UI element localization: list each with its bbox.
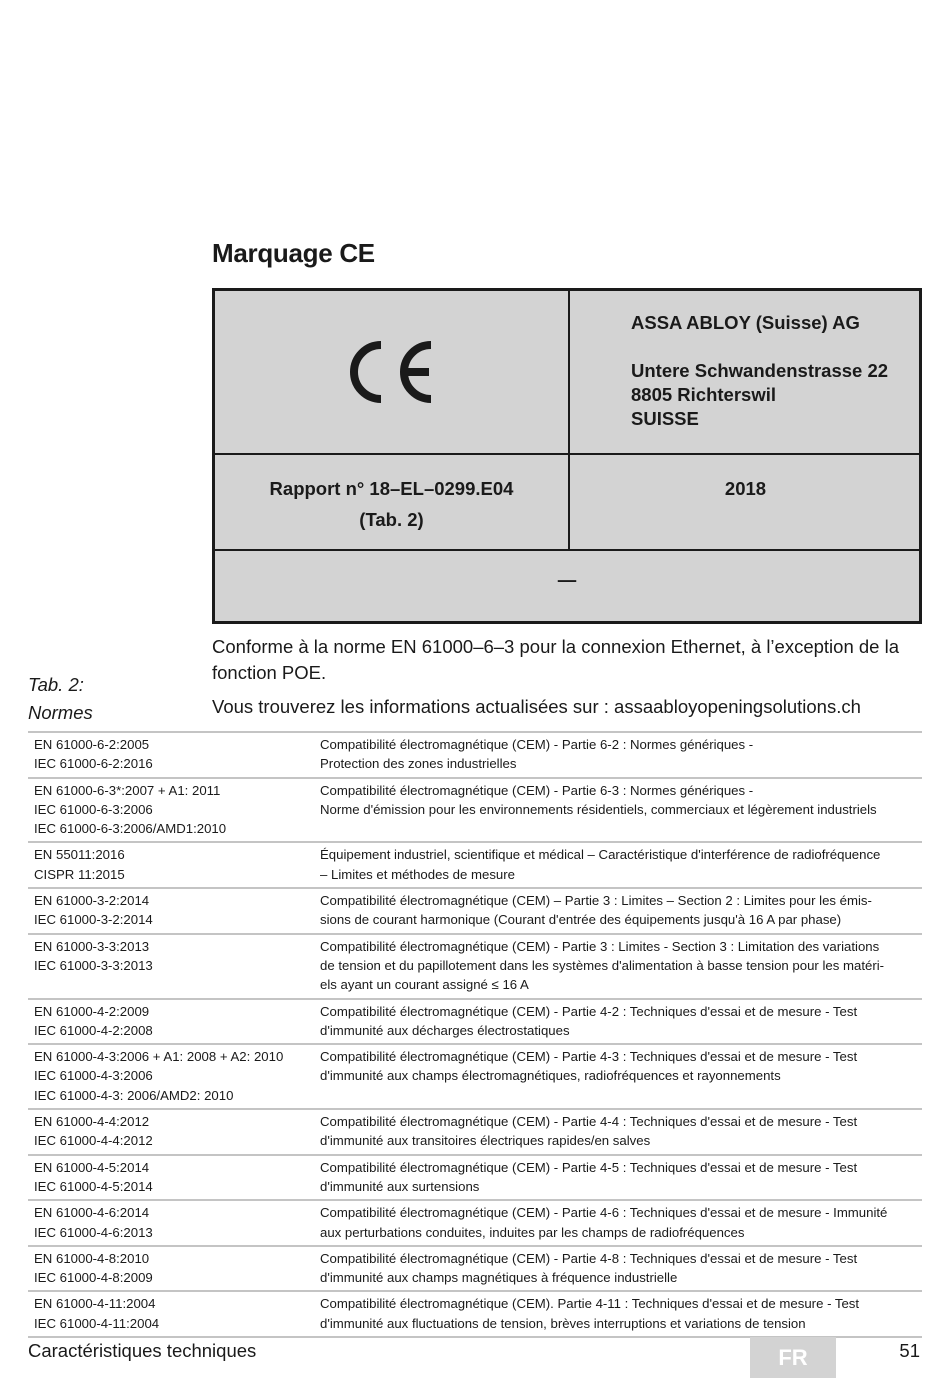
table-row [28,1044,922,1109]
language-badge: FR [750,1337,836,1378]
description-line: – Limites et méthodes de mesure [320,866,515,882]
description-line: Compatibilité électromagnétique (CEM) - Partie 4-5 : Techniques d'essai et de mesure - Test [320,1159,858,1175]
standard-code: IEC 61000-4-2:2008 [34,1022,153,1038]
standard-code: IEC 61000-6-3:2006 [34,801,153,817]
table-caption [28,671,93,727]
standard-cell [28,732,320,778]
description-cell [320,1200,922,1246]
description-line: els ayant un courant assigné ≤ 16 A [320,977,529,993]
standard-cell [28,999,320,1045]
description-line: d'immunité aux champs magnétiques à fréquence industrielle [320,1270,678,1286]
standard-code: EN 61000-3-3:2013 [34,938,150,954]
standard-code: EN 61000-4-6:2014 [34,1205,150,1221]
standard-code: IEC 61000-4-3:2006 [34,1068,153,1084]
description-line: d'immunité aux décharges électrostatiques [320,1022,570,1038]
description-cell [320,778,922,843]
country: SUISSE [631,408,699,429]
description-cell [320,934,922,999]
standard-code: EN 61000-6-3*:2007 + A1: 2011 [34,782,221,798]
report-number: Rapport n° 18–EL–0299.E04 [269,478,514,499]
description-cell [320,732,922,778]
description-line: Compatibilité électromagnétique (CEM) - Partie 4-3 : Techniques d'essai et de mesure - Test [320,1049,858,1065]
table-row [28,732,922,778]
description-line: Compatibilité électromagnétique (CEM). Partie 4-11 : Techniques d'essai et de mesure - Test [320,1296,860,1312]
table-row [28,999,922,1045]
description-line: Norme d'émission pour les environnements résidentiels, commerciaux et légèrement industriels [320,801,877,817]
table-row [28,934,922,999]
info-note: Vous trouverez les informations actualisées sur : assaabloyopeningsolutions.ch [212,696,861,717]
table-row [28,1200,922,1246]
standard-code: EN 55011:2016 [34,847,125,863]
footer-section-title: Caractéristiques techniques [28,1340,257,1361]
report-cell [215,473,568,535]
description-line: d'immunité aux champs électromagnétiques, radiofréquences et rayonnements [320,1068,781,1084]
description-cell [320,1044,922,1109]
table-row [28,1109,922,1155]
page-number: 51 [899,1340,920,1361]
standard-code: IEC 61000-4-4:2012 [34,1133,153,1149]
standard-code: EN 61000-4-8:2010 [34,1250,150,1266]
standard-cell [28,1044,320,1109]
ce-mark-icon [345,339,439,405]
standard-code: IEC 61000-4-11:2004 [34,1315,160,1331]
standard-code: IEC 61000-3-2:2014 [34,912,153,928]
standard-code: IEC 61000-4-5:2014 [34,1178,153,1194]
description-line: Compatibilité électromagnétique (CEM) - Partie 4-4 : Techniques d'essai et de mesure - Test [320,1114,858,1130]
description-line: d'immunité aux surtensions [320,1178,480,1194]
standard-code: EN 61000-6-2:2005 [34,737,150,752]
description-line: d'immunité aux fluctuations de tension, brèves interruptions et variations de tension [320,1315,806,1331]
description-line: de tension et du papillotement dans les systèmes d'alimentation à basse tension pour les matéri- [320,957,885,973]
page-title: Marquage CE [212,238,375,268]
description-line: Compatibilité électromagnétique (CEM) - Partie 6-3 : Normes génériques - [320,782,754,798]
standard-code: EN 61000-4-4:2012 [34,1114,150,1130]
standard-code: IEC 61000-4-8:2009 [34,1270,153,1286]
standard-code: EN 61000-4-2:2009 [34,1003,150,1019]
description-line: d'immunité aux transitoires électriques rapides/en salves [320,1133,651,1149]
description-cell [320,999,922,1045]
description-cell [320,888,922,934]
table-row [28,842,922,888]
table-name: Normes [28,702,93,723]
ce-box-row-divider [215,453,919,455]
standard-cell [28,1155,320,1201]
standard-code: EN 61000-4-5:2014 [34,1159,150,1175]
description-line: Compatibilité électromagnétique (CEM) – Partie 3 : Limites – Section 2 : Limites pour les émis- [320,893,872,909]
norms-table [28,731,922,1338]
standard-code: EN 61000-4-11:2004 [34,1296,156,1312]
manufacturer-address [631,311,911,431]
standard-cell [28,888,320,934]
description-cell [320,1246,922,1292]
description-line: Compatibilité électromagnétique (CEM) - Partie 4-6 : Techniques d'essai et de mesure - Immunité [320,1205,888,1221]
description-cell [320,1155,922,1201]
ce-marking-box [212,288,922,624]
description-line: Équipement industriel, scientifique et médical – Caractéristique d'interférence de radiofréquence [320,847,881,863]
standard-code: IEC 61000-6-2:2016 [34,756,153,772]
description-line: Compatibilité électromagnétique (CEM) - Partie 3 : Limites - Section 3 : Limitation des variations [320,938,880,954]
table-row [28,1246,922,1292]
city: 8805 Richterswil [631,384,776,405]
standard-code: EN 61000-3-2:2014 [34,893,150,909]
standard-code: IEC 61000-3-3:2013 [34,957,153,973]
description-line: Compatibilité électromagnétique (CEM) - Partie 6-2 : Normes génériques - [320,737,754,752]
ce-box-divider [568,291,570,549]
empty-cell-dash: — [557,569,577,590]
standard-code: IEC 61000-4-3: 2006/AMD2: 2010 [34,1087,234,1103]
year-cell: 2018 [724,478,767,499]
description-cell [320,1109,922,1155]
conformity-note: Conforme à la norme EN 61000–6–3 pour la connexion Ethernet, à l’exception de la fonction POE. [212,636,899,683]
company-name: ASSA ABLOY (Suisse) AG [631,312,860,333]
description-cell [320,842,922,888]
standard-cell [28,1109,320,1155]
street: Untere Schwandenstrasse 22 [631,360,889,381]
standard-cell [28,842,320,888]
description-line: Protection des zones industrielles [320,756,517,772]
standard-code: EN 61000-4-3:2006 + A1: 2008 + A2: 2010 [34,1049,284,1065]
standard-code: IEC 61000-6-3:2006/AMD1:2010 [34,821,227,837]
standard-code: IEC 61000-4-6:2013 [34,1224,153,1240]
report-table-ref: (Tab. 2) [359,509,424,530]
description-line: aux perturbations conduites, induites par les champs de radiofréquences [320,1224,745,1240]
standard-cell [28,1200,320,1246]
description-line: sions de courant harmonique (Courant d'entrée des équipements jusqu'à 16 A par phase) [320,912,842,928]
table-row [28,1155,922,1201]
description-cell [320,1291,922,1337]
table-label: Tab. 2: [28,674,84,695]
standard-cell [28,778,320,843]
table-row [28,778,922,843]
standard-cell [28,1291,320,1337]
ce-box-row-divider [215,549,919,551]
standard-cell [28,934,320,999]
table-row [28,1291,922,1337]
standard-cell [28,1246,320,1292]
standard-code: CISPR 11:2015 [34,866,125,882]
table-row [28,888,922,934]
description-line: Compatibilité électromagnétique (CEM) - Partie 4-2 : Techniques d'essai et de mesure - Test [320,1003,858,1019]
description-line: Compatibilité électromagnétique (CEM) - Partie 4-8 : Techniques d'essai et de mesure - Test [320,1250,858,1266]
